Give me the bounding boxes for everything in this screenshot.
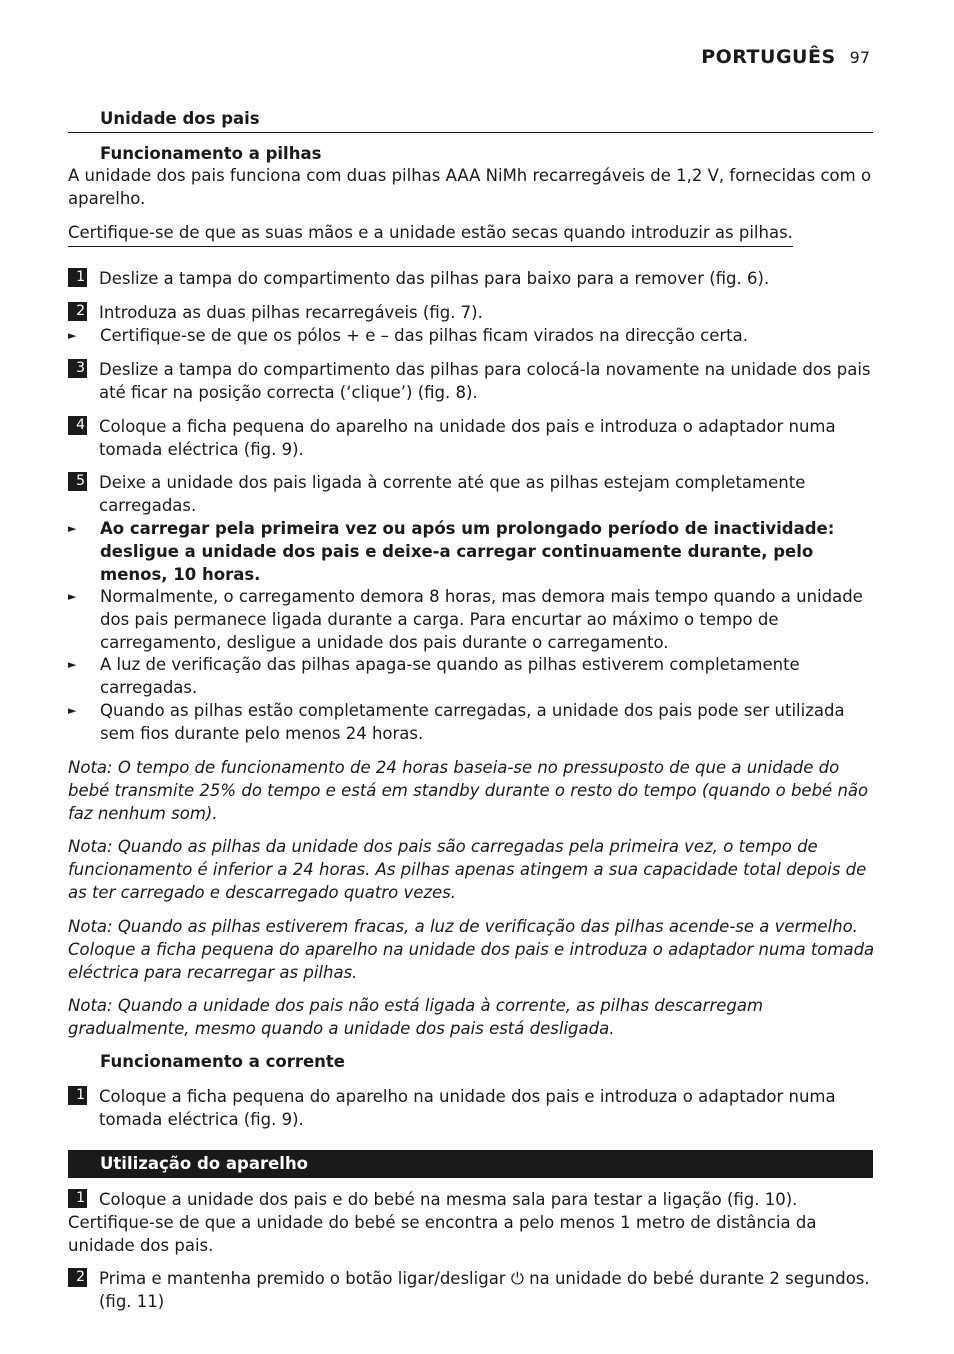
bullet-text: Quando as pilhas estão completamente carregadas, a unidade dos pais pode ser utilizada sem fios durante pelo menos 24 horas. xyxy=(100,701,845,743)
step-item xyxy=(68,1085,878,1131)
step-number: 1 xyxy=(68,268,87,287)
step-text: Introduza as duas pilhas recarregáveis (fig. 7). xyxy=(99,303,483,322)
section-banner-using-appliance: Utilização do aparelho xyxy=(68,1150,873,1178)
triangle-bullet-icon: ► xyxy=(68,590,77,603)
page-number: 97 xyxy=(849,48,870,67)
note-paragraph: Nota: Quando a unidade dos pais não está ligada à corrente, as pilhas descarregam gradualmente, mesmo quando a unidade dos pais está desligada. xyxy=(68,996,764,1038)
step-text: Coloque a ficha pequena do aparelho na unidade dos pais e introduza o adaptador numa tomada eléctrica (fig. 9). xyxy=(99,1087,836,1129)
note-paragraph: Nota: Quando as pilhas da unidade dos pais são carregadas pela primeira vez, o tempo de funcionamento é inferior a 24 horas. As pilhas apenas atingem a sua capacidade total depois de as ter carregado e descarregado quatro vezes. xyxy=(68,837,867,902)
step-number: 4 xyxy=(68,416,87,435)
step-text: Coloque a ficha pequena do aparelho na unidade dos pais e introduza o adaptador numa tomada eléctrica (fig. 9). xyxy=(99,417,836,459)
subsection-title-battery: Funcionamento a pilhas xyxy=(100,144,322,163)
section-title-parent-unit: Unidade dos pais xyxy=(100,109,260,128)
note-paragraph: Nota: Quando as pilhas estiverem fracas, a luz de verificação das pilhas acende-se a vermelho. Coloque a ficha pequena do aparelho na unidade dos pais e introduza o adaptador numa tomada eléctrica para recarregar as pilhas. xyxy=(68,917,875,982)
step-followup-paragraph: Certifique-se de que a unidade do bebé se encontra a pelo menos 1 metro de distância da unidade dos pais. xyxy=(68,1213,817,1255)
subsection-title-mains: Funcionamento a corrente xyxy=(100,1052,345,1071)
step-item xyxy=(68,358,878,404)
step-text: Coloque a unidade dos pais e do bebé na mesma sala para testar a ligação (fig. 10). xyxy=(99,1190,798,1209)
step-number: 1 xyxy=(68,1189,87,1208)
step-item xyxy=(68,415,878,461)
step-number: 2 xyxy=(68,302,87,321)
step-text: Deslize a tampa do compartimento das pilhas para colocá-la novamente na unidade dos pais até ficar na posição correcta (‘clique’) (fig. 8). xyxy=(99,360,871,402)
triangle-bullet-icon: ► xyxy=(68,704,77,717)
bullet-item xyxy=(68,324,873,347)
step-number: 3 xyxy=(68,359,87,378)
battery-intro-paragraph: A unidade dos pais funciona com duas pilhas AAA NiMh recarregáveis de 1,2 V, fornecidas com o aparelho. xyxy=(68,166,872,208)
bullet-text: Normalmente, o carregamento demora 8 horas, mas demora mais tempo quando a unidade dos pais permanece ligada durante a carga. Para encurtar ao máximo o tempo de carregamento, desligue a unidade dos pais durante o carregamento. xyxy=(100,587,863,652)
triangle-bullet-icon: ► xyxy=(68,658,77,671)
step-item xyxy=(68,301,878,324)
bullet-item xyxy=(68,653,873,699)
bullet-text: Ao carregar pela primeira vez ou após um prolongado período de inactividade: desligue a unidade dos pais e deixe-a carregar continuamente durante, pelo menos, 10 horas. xyxy=(100,519,835,584)
language-label: PORTUGUÊS xyxy=(701,46,836,68)
bullet-item xyxy=(68,517,873,586)
page-header xyxy=(701,46,870,69)
dry-hands-warning xyxy=(68,221,878,247)
step-text: Deixe a unidade dos pais ligada à corrente até que as pilhas estejam completamente carregadas. xyxy=(99,473,806,515)
bullet-text: Certifique-se de que os pólos + e – das pilhas ficam virados na direcção certa. xyxy=(100,326,749,345)
step-number: 5 xyxy=(68,472,87,491)
bullet-item xyxy=(68,585,873,654)
step-text: Prima e mantenha premido o botão ligar/desligar ⏻ na unidade do bebé durante 2 segundos. (fig. 11) xyxy=(99,1269,870,1311)
note-paragraph: Nota: O tempo de funcionamento de 24 horas baseia-se no pressuposto de que a unidade do bebé transmite 25% do tempo e está em standby durante o resto do tempo (quando o bebé não faz nenhum som). xyxy=(68,758,869,823)
triangle-bullet-icon: ► xyxy=(68,329,77,342)
step-number: 1 xyxy=(68,1086,87,1105)
dry-hands-warning-text: Certifique-se de que as suas mãos e a unidade estão secas quando introduzir as pilhas. xyxy=(68,221,793,247)
step-item xyxy=(68,1188,878,1211)
triangle-bullet-icon: ► xyxy=(68,522,77,535)
step-item xyxy=(68,267,878,290)
bullet-text: A luz de verificação das pilhas apaga-se quando as pilhas estiverem completamente carregadas. xyxy=(100,655,800,697)
step-text: Deslize a tampa do compartimento das pilhas para baixo para a remover (fig. 6). xyxy=(99,269,770,288)
step-item xyxy=(68,471,878,517)
bullet-item xyxy=(68,699,873,745)
step-number: 2 xyxy=(68,1268,87,1287)
section-divider xyxy=(68,132,873,133)
step-item xyxy=(68,1267,878,1313)
